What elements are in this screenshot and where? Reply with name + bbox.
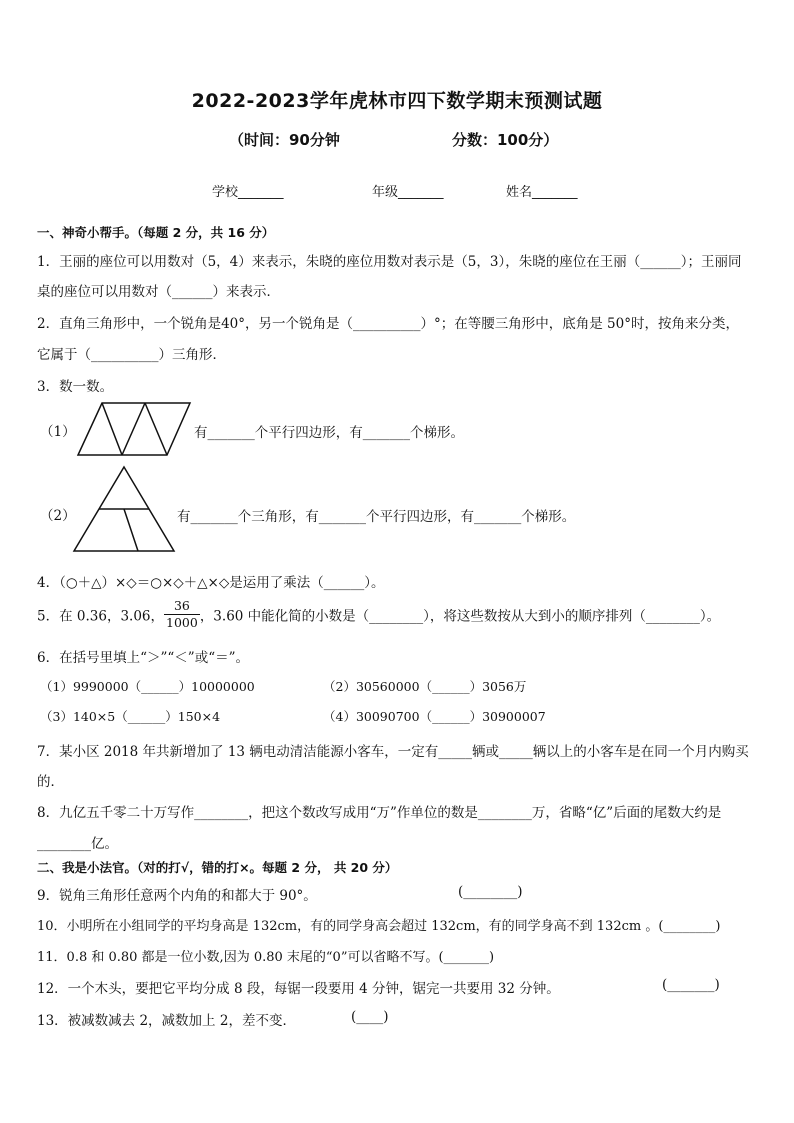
question-12: 12．一个木头，要把它平均分成 8 段，每锯一段要用 4 分钟，锯完一共要用 32 分钟。 — [37, 981, 560, 997]
question-6: 6．在括号里填上“＞”“＜”或“＝”。 — [37, 650, 249, 666]
question-5-prefix: 5．在 0.36，3.06， — [37, 608, 164, 625]
question-3-part-1-text: 有_______个平行四边形，有_______个梯形。 — [194, 425, 464, 441]
question-11: 11．0.8 和 0.80 都是一位小数,因为 0.80 末尾的“0”可以省略不写。(_______) — [37, 950, 495, 965]
question-5 — [37, 598, 720, 631]
section-2-heading: 二、我是小法官。（对的打√，错的打×。每题 2 分， 共 20 分） — [37, 860, 398, 875]
question-6-part-4: （4）30090700（______）30900007 — [323, 709, 546, 724]
fraction-numerator: 36 — [164, 598, 200, 615]
grade-field: 年级_______ — [372, 185, 444, 200]
exam-time: （时间：90分钟 — [229, 131, 340, 149]
question-1-line-1: 1．王丽的座位可以用数对（5，4）来表示，朱晓的座位用数对表示是（5，3），朱晓的座位在王丽（______）；王丽同 — [37, 254, 742, 270]
question-4: 4．（○＋△）×◇＝○×◇＋△×◇是运用了乘法（______）。 — [37, 575, 385, 591]
question-8-line-1: 8．九亿五千零二十万写作________，把这个数改写成用“万”作单位的数是________万，省略“亿”后面的尾数大约是 — [37, 805, 722, 821]
exam-score: 分数：100分） — [452, 131, 559, 149]
question-5-suffix: ，3.60 中能化简的小数是（________），将这些数按从大到小的顺序排列（________）。 — [199, 608, 721, 625]
triangle-figure — [70, 464, 178, 554]
section-1-heading: 一、神奇小帮手。（每题 2 分，共 16 分） — [37, 225, 275, 240]
fraction-denominator: 1000 — [166, 615, 198, 630]
question-3: 3．数一数。 — [37, 379, 114, 395]
question-1-line-2: 桌的座位可以用数对（______）来表示． — [37, 284, 280, 300]
question-9: 9．锐角三角形任意两个内角的和都大于 90°。 — [37, 888, 317, 904]
question-7-line-2: 的． — [37, 774, 64, 790]
question-6-part-1: （1）9990000（______）10000000 — [40, 679, 255, 694]
question-13: 13．被减数减去 2，减数加上 2，差不变． — [37, 1013, 296, 1029]
parallelogram-figure — [70, 400, 194, 460]
school-field: 学校_______ — [212, 185, 284, 200]
name-field: 姓名_______ — [506, 185, 578, 200]
question-6-part-2: （2）30560000（______）3056万 — [323, 679, 527, 694]
question-12-answer-blank: (_______) — [662, 977, 720, 993]
question-3-part-1-label: （1） — [40, 424, 76, 440]
question-9-answer-blank: (________) — [458, 884, 523, 900]
question-2-line-2: 它属于（__________）三角形． — [37, 347, 226, 363]
page-title: 2022-2023学年虎林市四下数学期末预测试题 — [191, 90, 603, 112]
question-3-part-2-text: 有_______个三角形，有_______个平行四边形，有_______个梯形。 — [177, 509, 576, 525]
question-7-line-1: 7．某小区 2018 年共新增加了 13 辆电动清洁能源小客车，一定有_____辆或_____辆以上的小客车是在同一个月内购买 — [37, 744, 749, 760]
question-2-line-1: 2．直角三角形中，一个锐角是40°，另一个锐角是（__________）°；在等腰三角形中，底角是 50°时，按角来分类， — [37, 316, 739, 332]
fraction — [164, 598, 200, 631]
question-10: 10．小明所在小组同学的平均身高是 132cm，有的同学身高会超过 132cm，有的同学身高不到 132cm 。(________) — [37, 919, 721, 934]
question-8-line-2: ________亿。 — [37, 836, 118, 852]
question-6-part-3: （3）140×5（______）150×4 — [40, 709, 221, 724]
question-13-answer-blank: (____) — [351, 1009, 389, 1025]
question-3-part-2-label: （2） — [40, 508, 76, 524]
